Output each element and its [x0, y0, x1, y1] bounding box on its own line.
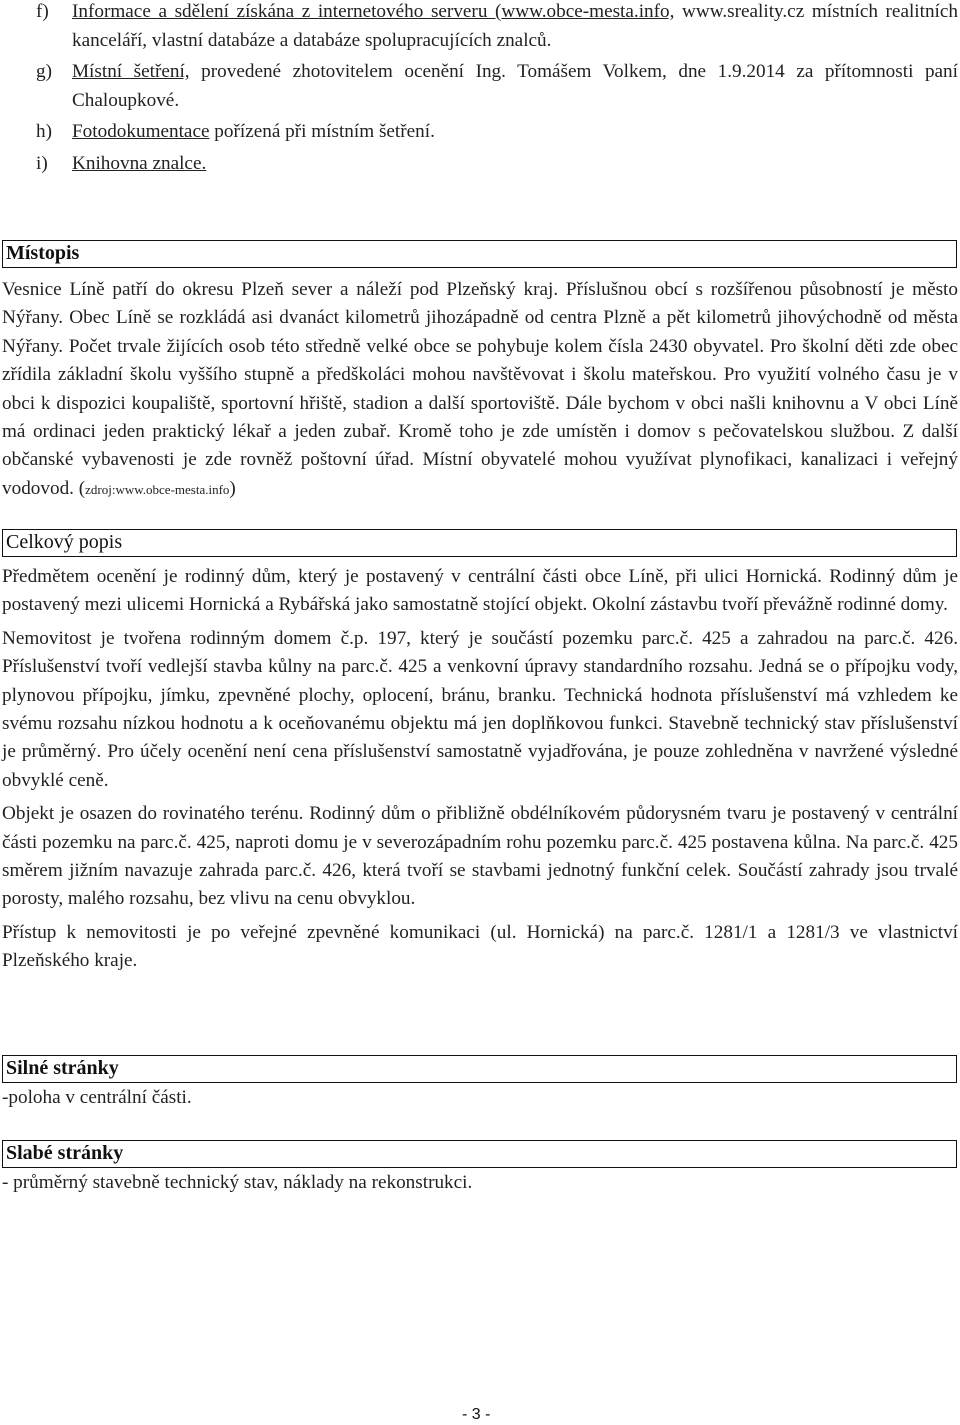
- slabe-stranky-text: - průměrný stavebně technický stav, náklady na rekonstrukci.: [2, 1172, 473, 1193]
- celkovy-popis-text: [2, 563, 958, 981]
- list-item-rest: www.sreality.cz místních realitních kanceláří, vlastní databáze a databáze spolupracujících znalců.: [72, 1, 958, 51]
- list-marker: i): [36, 152, 48, 174]
- section-heading-celkovy-popis: Celkový popis: [2, 529, 957, 557]
- underlined-text: Fotodokumentace: [72, 121, 210, 142]
- paragraph: Nemovitost je tvořena rodinným domem č.p. 197, který je součástí pozemku parc.č. 425 a zahradou na parc.č. 426. Příslušenství tvoří vedlejší stavba kůlny na parc.č. 425 a venkovní úpravy standardního rozsahu. Jedná se o přípojku vody, plynovou přípojku, jímku, zpevněné plochy, oplocení, bránu, branku. Technická hodnota příslušenství má vzhledem ke svému rozsahu nízkou hodnotu a k oceňovanému objektu má jen doplňkovou funkci. Stavebně technický stav příslušenství je průměrný. Pro účely ocenění není cena příslušenství samostatně vyjadřována, je pouze zohledněna v navržené výsledné obvyklé ceně.: [2, 627, 958, 791]
- paragraph: Předmětem ocenění je rodinný dům, který je postavený v centrální části obce Líně, při ulici Hornická. Rodinný dům je postavený mezi ulicemi Hornická a Rybářská jako samostatně stojící objekt. Okolní zástavbu tvoří převážně rodinné domy.: [2, 566, 958, 616]
- source-link[interactable]: www.obce-mesta.info,: [501, 1, 675, 22]
- silne-stranky-text: -poloha v centrální části.: [2, 1087, 192, 1108]
- list-item-f: [36, 0, 958, 55]
- section-heading-silne-stranky: Silné stránky: [2, 1055, 957, 1083]
- list-item-rest: pořízená při místním šetření.: [209, 121, 435, 142]
- paragraph: [2, 276, 958, 504]
- list-item-text: [72, 0, 958, 55]
- paragraph: Objekt je osazen do rovinatého terénu. Rodinný dům o přibližně obdélníkovém půdorysném tvaru je postavený v centrální části pozemku na parc.č. 425, naproti domu je v severozápadním rohu pozemku parc.č. 425 postavena kůlna. Na parc.č. 425 směrem jižním navazuje zahrada parc.č. 426, která tvoří se stavbami jednotný funkční celek. Součástí zahrady jsou trvalé porosty, malého rozsahu, bez vlivu na cenu obvyklou.: [2, 803, 958, 910]
- list-marker: f): [36, 1, 49, 22]
- list-item-h: [36, 118, 958, 147]
- paragraph: Přístup k nemovitosti je po veřejné zpevněné komunikaci (ul. Hornická) na parc.č. 1281/1 a 1281/3 ve vlastnictví Plzeňského kraje.: [2, 921, 958, 972]
- section-heading-slabe-stranky: Slabé stránky: [2, 1140, 957, 1168]
- list-item-text: [72, 118, 958, 147]
- list-marker: g): [36, 61, 52, 82]
- list-item-text: [72, 58, 958, 115]
- underlined-text: Knihovna znalce.: [72, 152, 207, 174]
- section-heading-mistopis: Místopis: [2, 240, 957, 268]
- page-number: - 3 -: [462, 1406, 491, 1423]
- source-note: zdroj:www.obce-mesta.info: [85, 481, 230, 497]
- list-item-g: [36, 58, 958, 115]
- sources-list: [36, 0, 958, 181]
- underlined-text: Místní šetření,: [72, 61, 190, 82]
- paragraph-text: ): [229, 477, 236, 499]
- list-item-i: [36, 150, 958, 179]
- list-item-text: [72, 150, 958, 179]
- list-marker: h): [36, 121, 52, 142]
- paragraph-text: Vesnice Líně patří do okresu Plzeň sever a náleží pod Plzeňský kraj. Příslušnou obcí s rozšířenou působností je město Nýřany. Obec Líně se rozkládá asi dvanáct kilometrů jihozápadně od centra Plzně a pět kilometrů jihovýchodně od města Nýřany. Počet trvale žijících osob této středně velké obce se pohybuje kolem čísla 2430 obyvatel. Pro školní děti zde obec zřídila základní školu vyššího stupně a předškoláci mohou navštěvovat i školu mateřskou. Pro využití volného času je v obci k dispozici koupaliště, sportovní hřiště, stadion a další sportoviště. Dále bychom v obci našli knihovnu a V obci Líně má ordinaci jeden praktický lékař a jeden zubař. Kromě toho je zde umístěn i domov s pečovatelskou službou. Z další občanské vybavenosti je zde rovněž poštovní úřad. Místní obyvatelé mohou využívat plynofikaci, kanalizaci i veřejný vodovod. (: [2, 279, 958, 499]
- list-item-rest: provedené zhotovitelem ocenění Ing. Tomášem Volkem, dne 1.9.2014 za přítomnosti paní Chaloupkové.: [72, 61, 958, 111]
- underlined-text: Informace a sdělení získána z internetového serveru (: [72, 1, 502, 22]
- mistopis-text: [2, 276, 958, 504]
